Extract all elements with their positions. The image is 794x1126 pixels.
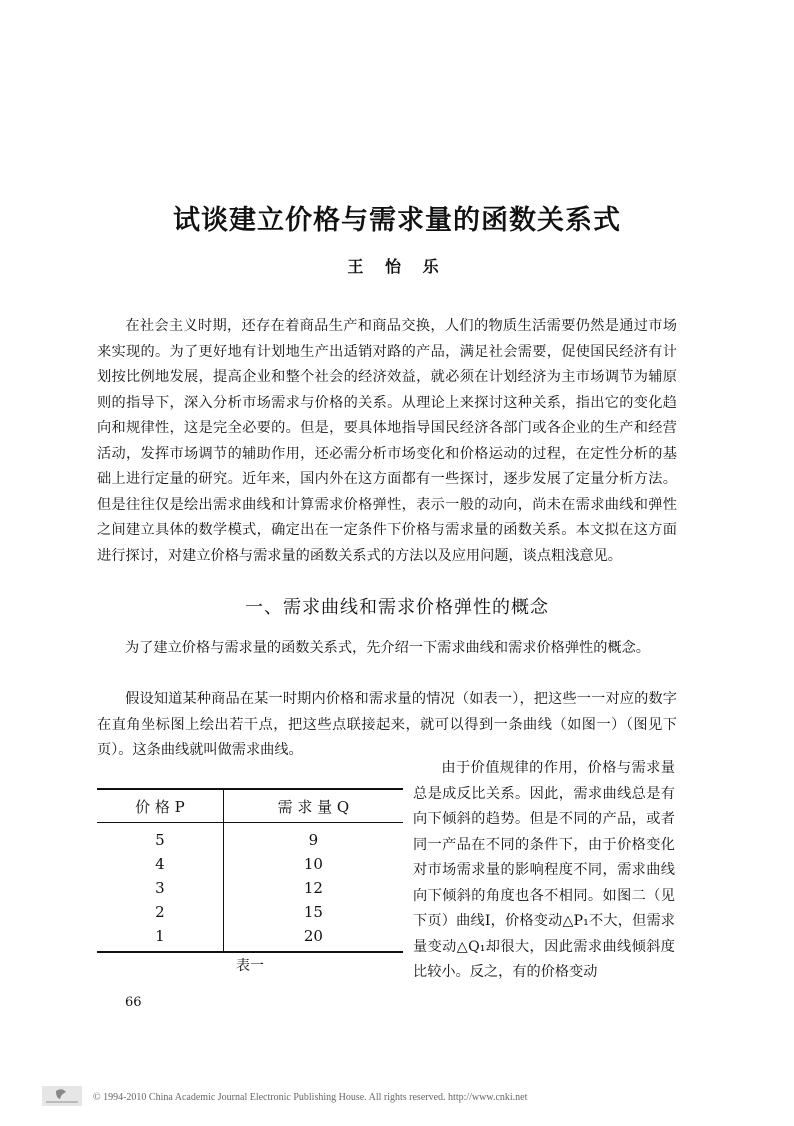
table-cell-price: 1 bbox=[97, 924, 223, 952]
section-heading: 一、需求曲线和需求价格弹性的概念 bbox=[245, 597, 549, 618]
table-row bbox=[97, 924, 403, 952]
table-row bbox=[97, 852, 403, 876]
table-cell-quantity: 20 bbox=[223, 924, 403, 952]
table-caption: 表一 bbox=[236, 958, 264, 974]
table-header-price: 价 格 P bbox=[97, 789, 223, 823]
intro-paragraph bbox=[97, 314, 677, 569]
right-column-text: 由于价值规律的作用，价格与需求量总是成反比关系。因此，需求曲线总是有向下倾斜的趋势。但是不同的产品，或者同一产品在不同的条件下，由于价格变化对市场需求量的影响程度不同，需求曲线向下倾斜的角度也各不相同。如图二（见下页）曲线Ⅰ，价格变动△P₁不大，但需求量变动△Q₁却很大，因此需求曲线倾斜度比较小。反之，有的价格变动 bbox=[413, 760, 675, 980]
table-cell-quantity: 15 bbox=[223, 900, 403, 924]
table-row bbox=[97, 876, 403, 900]
section-paragraph-2-text: 假设知道某种商品在某一时期内价格和需求量的情况（如表一），把这些一一对应的数字在直角坐标图上绘出若干点，把这些点联接起来，就可以得到一条曲线（如图一）（图见下页）。这条曲线就叫做需求曲线。 bbox=[97, 691, 677, 758]
section-paragraph-2 bbox=[97, 687, 677, 764]
table-header-quantity: 需 求 量 Q bbox=[223, 789, 403, 823]
author-name: 王 怡 乐 bbox=[347, 257, 447, 276]
table-cell-price: 2 bbox=[155, 903, 165, 921]
table-row bbox=[97, 823, 403, 853]
copyright-footer: © 1994-2010 China Academic Journal Electronic Publishing House. All rights reserved. http://www.cnki.net bbox=[93, 1092, 528, 1103]
article-title: 试谈建立价格与需求量的函数关系式 bbox=[173, 205, 621, 236]
table-cell-price: 4 bbox=[155, 855, 165, 873]
table-row bbox=[97, 900, 403, 924]
table-cell-quantity: 9 bbox=[223, 823, 403, 853]
table-cell-quantity: 12 bbox=[223, 876, 403, 900]
table-cell-price: 5 bbox=[155, 831, 165, 849]
intro-text: 在社会主义时期，还存在着商品生产和商品交换，人们的物质生活需要仍然是通过市场来实现的。为了更好地有计划地生产出适销对路的产品，满足社会需要，促使国民经济有计划按比例地发展，提高企业和整个社会的经济效益，就必须在计划经济为主市场调节为辅原则的指导下，深入分析市场需求与价格的关系。从理论上来探讨这种关系，指出它的变化趋向和规律性，这是完全必要的。但是，要具体地指导国民经济各部门或各企业的生产和经营活动，发挥市场调节的辅助作用，还必需分析市场变化和价格运动的过程，在定性分析的基础上进行定量的研究。近年来，国内外在这方面都有一些探讨，逐步发展了定量分析方法。但是往往仅是绘出需求曲线和计算需求价格弹性，表示一般的动向，尚未在需求曲线和弹性之间建立具体的数学模式，确定出在一定条件下价格与需求量的函数关系。本文拟在这方面进行探讨，对建立价格与需求量的函数关系式的方法以及应用问题，谈点粗浅意见。 bbox=[97, 318, 677, 564]
price-demand-table bbox=[97, 788, 403, 953]
page-number: 66 bbox=[125, 995, 142, 1010]
table-cell-quantity: 10 bbox=[223, 852, 403, 876]
right-column-paragraph bbox=[413, 756, 675, 986]
table-header-row bbox=[97, 789, 403, 823]
section-paragraph-1 bbox=[97, 636, 677, 662]
section-paragraph-1-text: 为了建立价格与需求量的函数关系式，先介绍一下需求曲线和需求价格弹性的概念。 bbox=[125, 640, 650, 656]
table-cell-price: 3 bbox=[155, 879, 165, 897]
cnki-logo-icon bbox=[42, 1086, 82, 1106]
